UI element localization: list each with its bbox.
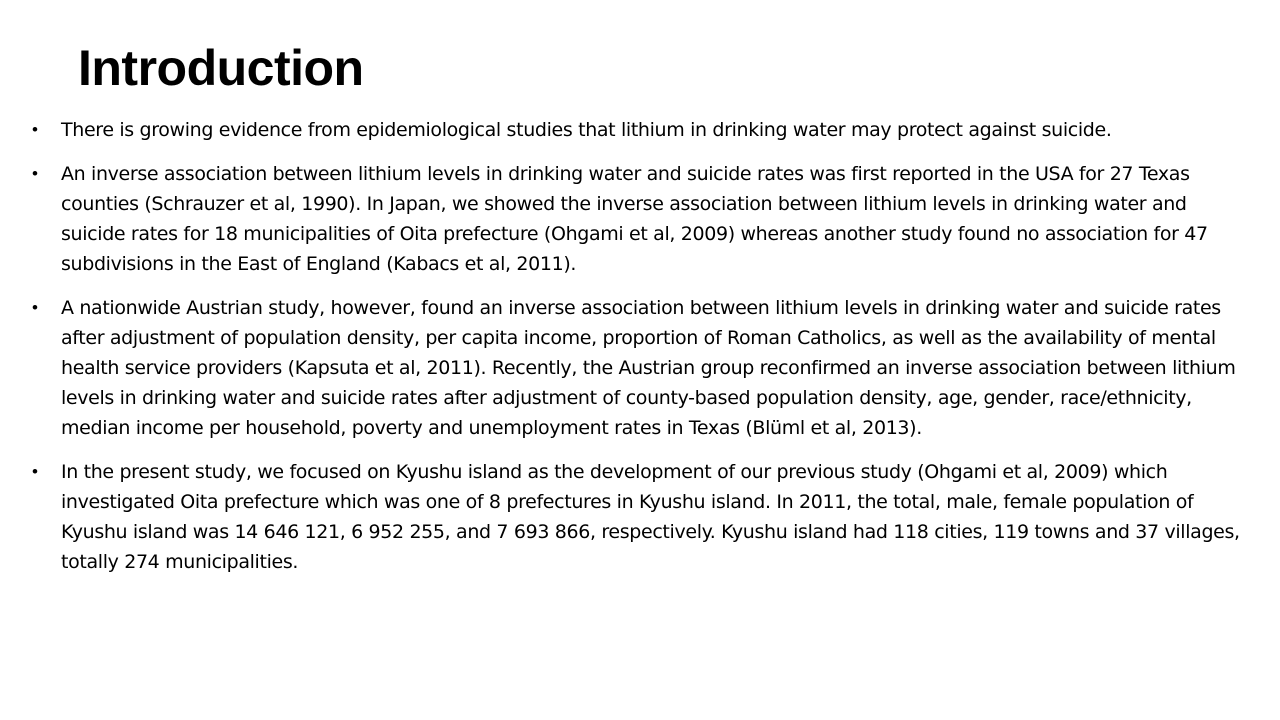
bullet-item-2 [32, 159, 1247, 279]
slide-title: Introduction [78, 40, 364, 96]
bullet-item-1 [32, 115, 1247, 145]
bullet-text-4: In the present study, we focused on Kyushu island as the development of our previous study (Ohgami et al, 2009) which investigated Oita prefecture which was one of 8 prefectures in Kyushu island. In 2011, the total, male, female population of Kyushu island was 14 646 121, 6 952 255, and 7 693 866, respectively. Kyushu island had 118 cities, 119 towns and 37 villages, totally 274 municipalities. [61, 461, 1240, 573]
bullet-dot-icon: • [32, 164, 38, 183]
bullet-dot-icon: • [32, 462, 38, 481]
bullet-text-2: An inverse association between lithium levels in drinking water and suicide rates was first reported in the USA for 27 Texas counties (Schrauzer et al, 1990). In Japan, we showed the inverse association between lithium levels in drinking water and suicide rates for 18 municipalities of Oita prefecture (Ohgami et al, 2009) whereas another study found no association for 47 subdivisions in the East of England (Kabacs et al, 2011). [61, 163, 1208, 275]
bullet-text-3: A nationwide Austrian study, however, found an inverse association between lithium levels in drinking water and suicide rates after adjustment of population density, per capita income, proportion of Roman Catholics, as well as the availability of mental health service providers (Kapsuta et al, 2011). Recently, the Austrian group reconfirmed an inverse association between lithium levels in drinking water and suicide rates after adjustment of county-based population density, age, gender, race/ethnicity, median income per household, poverty and unemployment rates in Texas (Blüml et al, 2013). [61, 297, 1236, 439]
bullet-item-4 [32, 457, 1247, 577]
bullet-dot-icon: • [32, 298, 38, 317]
bullet-dot-icon: • [32, 120, 38, 139]
bullet-list [32, 115, 1247, 591]
bullet-item-3 [32, 293, 1247, 443]
bullet-text-1: There is growing evidence from epidemiological studies that lithium in drinking water may protect against suicide. [61, 119, 1112, 141]
